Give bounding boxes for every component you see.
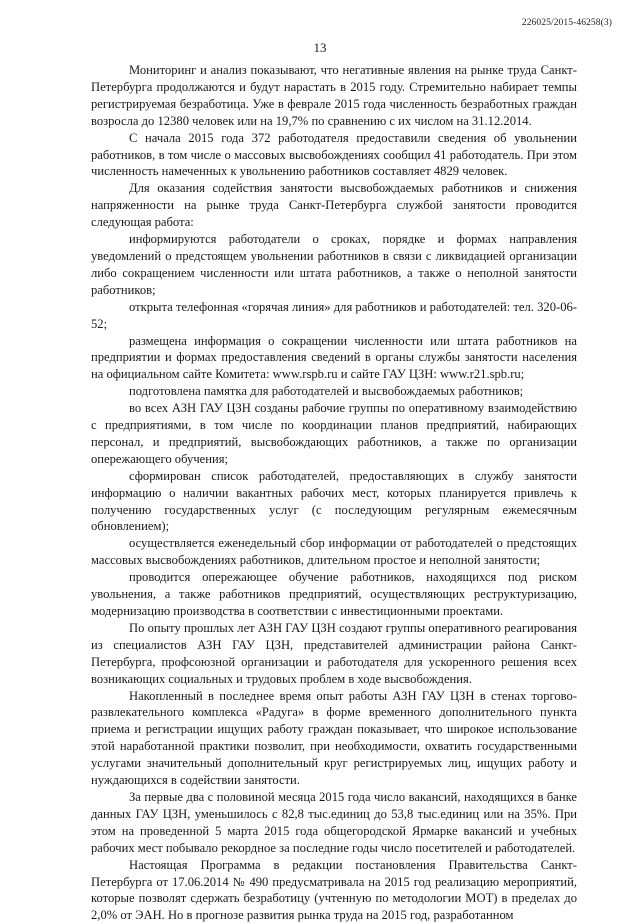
list-item: сформирован список работодателей, предоставляющих в службу занятости информацию о наличии вакантных рабочих мест, которых планируется привлечь к получению государственных услуг (с последующим регулярным ежемесячным обновлением); xyxy=(91,468,577,534)
body-text xyxy=(91,62,577,924)
paragraph: За первые два с половиной месяца 2015 года число вакансий, находящихся в банке данных ГАУ ЦЗН, уменьшилось с 82,8 тыс.единиц до 53,8 тыс.единиц или на 35%. При этом на проведенной 5 марта 2015 года общегородской Ярмарке вакансий и учебных рабочих мест побывало рекордное за последние годы число посетителей и работодателей. xyxy=(91,789,577,855)
paragraph: По опыту прошлых лет АЗН ГАУ ЦЗН создают группы оперативного реагирования из специалистов АЗН ГАУ ЦЗН, представителей администрации района Санкт-Петербурга, профсоюзной организации и работодателя для ускоренного решения всех возникающих социальных и трудовых проблем в ходе высвобождения. xyxy=(91,620,577,686)
page-number: 13 xyxy=(313,40,327,55)
paragraph: Мониторинг и анализ показывают, что негативные явления на рынке труда Санкт-Петербурга продолжаются и будут нарастать в 2015 году. Стремительно набирает темпы регистрируемая безработица. Уже в феврале 2015 года численность безработных граждан возросла до 12380 человек или на 19,7% по сравнению с их числом на 31.12.2014. xyxy=(91,63,577,128)
paragraph: Накопленный в последнее время опыт работы АЗН ГАУ ЦЗН в стенах торгово-развлекательного комплекса «Радуга» в форме временного дополнительного пункта приема и регистрации ищущих работу граждан показывает, что широкое использование этой наработанной практики позволит, при необходимости, охватить государственными услугами значительный дополнительный круг регистрируемых лиц, ищущих работу и нуждающихся в содействии занятости. xyxy=(91,688,577,788)
list-item: подготовлена памятка для работодателей и высвобождаемых работников; xyxy=(129,384,524,399)
list-item: проводится опережающее обучение работников, находящихся под риском увольнения, а также работников предприятий, осуществляющих реструктуризацию, модернизацию производства в соответствии с инвестиционными проектами. xyxy=(91,570,577,618)
paragraph: Для оказания содействия занятости высвобождаемых работников и снижения напряженности на рынке труда Санкт-Петербурга службой занятости проводится следующая работа: xyxy=(91,181,577,230)
list-item: открыта телефонная «горячая линия» для работников и работодателей: тел. 320-06-52; xyxy=(91,299,577,331)
document-registration-number: 226025/2015-46258(3) xyxy=(521,18,612,28)
paragraph: С начала 2015 года 372 работодателя предоставили сведения об увольнении работников, в том числе о массовых высвобождениях сообщил 41 работодатель. При этом численность намеченных к увольнению работников составляет 4829 человек. xyxy=(91,130,577,179)
paragraph: Настоящая Программа в редакции постановления Правительства Санкт-Петербурга от 17.06.2014 № 490 предусматривала на 2015 год реализацию мероприятий, которые позволят сдержать безработицу (учтенную по методологии МОТ) в пределах до 2,0% от ЭАН. Но в прогнозе развития рынка труда на 2015 год, разработанном xyxy=(91,857,577,923)
list-item: во всех АЗН ГАУ ЦЗН созданы рабочие группы по оперативному взаимодействию с предприятиями, в том числе по координации планов предприятий, набирающих персонал, и предприятий, высвобождающих работников, а также по организации опережающего обучения; xyxy=(91,401,577,466)
list-item: информируются работодатели о сроках, порядке и формах направления уведомлений о предстоящем увольнении работников в связи с ликвидацией организации либо сокращением численности или штата работников, а также о неполной занятости работников; xyxy=(91,232,577,297)
list-item: осуществляется еженедельный сбор информации от работодателей о предстоящих массовых высвобождениях работников, длительном простое и неполной занятости; xyxy=(91,536,577,568)
list-item: размещена информация о сокращении численности или штата работников на предприятии и формах предоставления сведений в органы службы занятости населения на официальном сайте Комитета: www.rspb.ru и сайте ГАУ ЦЗН: www.r21.spb.ru; xyxy=(91,333,577,382)
